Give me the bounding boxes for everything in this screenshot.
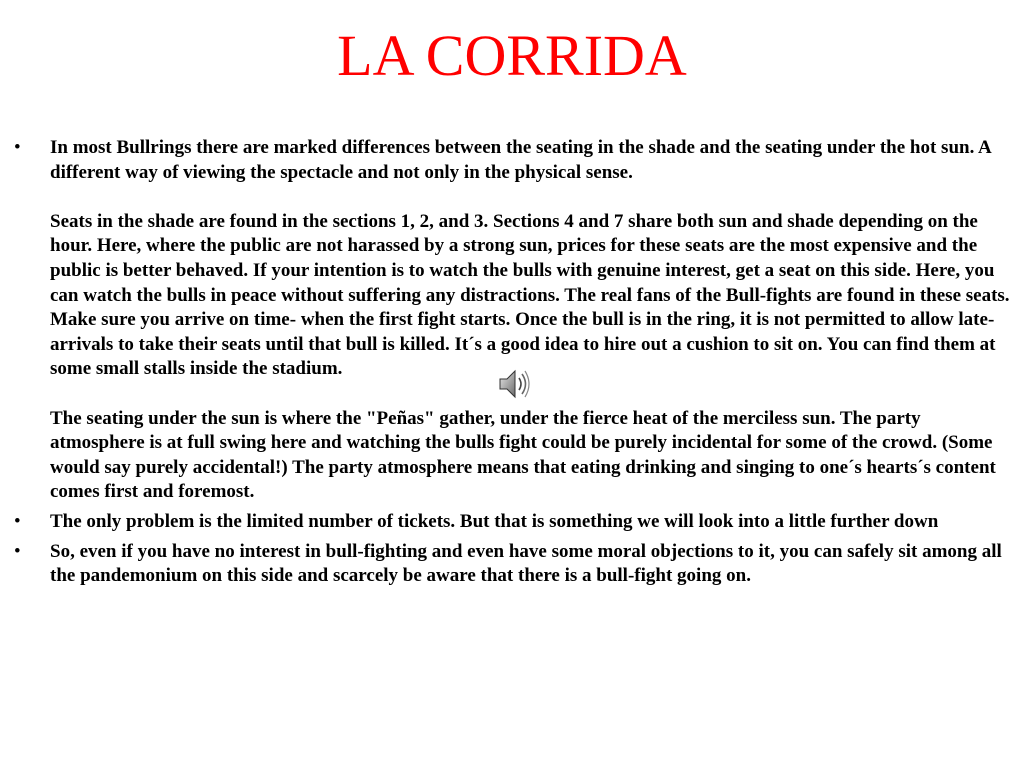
bullet-item: [14, 136, 1014, 505]
bullet-paragraph: The only problem is the limited number of tickets. But that is something we will look into a little further down: [50, 510, 939, 532]
bullet-item: [14, 510, 1014, 535]
bullet-paragraph: Seats in the shade are found in the sections 1, 2, and 3. Sections 4 and 7 share both sun and shade depending on the hour. Here, where the public are not harassed by a strong sun, prices for these seats are the most expensive and the public is better behaved. If your intention is to watch the bulls with genuine interest, get a seat on this side. Here, you can watch the bulls in peace without suffering any distractions. The real fans of the Bull-fights are found in these seats. Make sure you arrive on time- when the first fight starts. Once the bull is in the ring, it is not permitted to allow late-arrivals to take their seats until that bull is killed. It´s a good idea to hire out a cushion to sit on. You can find them at some small stalls inside the stadium.: [50, 210, 1010, 380]
bullet-paragraph: So, even if you have no interest in bull-fighting and even have some moral objections to it, you can safely sit among all the pandemonium on this side and scarcely be aware that there is a bull-fight going on.: [50, 540, 1002, 587]
bullet-item: [14, 540, 1014, 589]
bullet-marker: •: [14, 540, 21, 562]
speaker-sound-icon[interactable]: [496, 366, 532, 402]
bullet-list: [14, 136, 1014, 594]
bullet-marker: •: [14, 137, 21, 158]
bullet-paragraph: In most Bullrings there are marked differences between the seating in the shade and the seating under the hot sun. A different way of viewing the spectacle and not only in the physical sense.: [50, 137, 991, 183]
bullet-marker: •: [14, 510, 21, 532]
slide-title: LA CORRIDA: [337, 23, 687, 88]
bullet-paragraph: The seating under the sun is where the "Peñas" gather, under the fierce heat of the merciless sun. The party atmosphere is at full swing here and watching the bulls fight could be purely incidental for some of the crowd. (Some would say purely accidental!) The party atmosphere means that eating drinking and singing to one´s hearts´s content comes first and foremost.: [50, 407, 996, 503]
